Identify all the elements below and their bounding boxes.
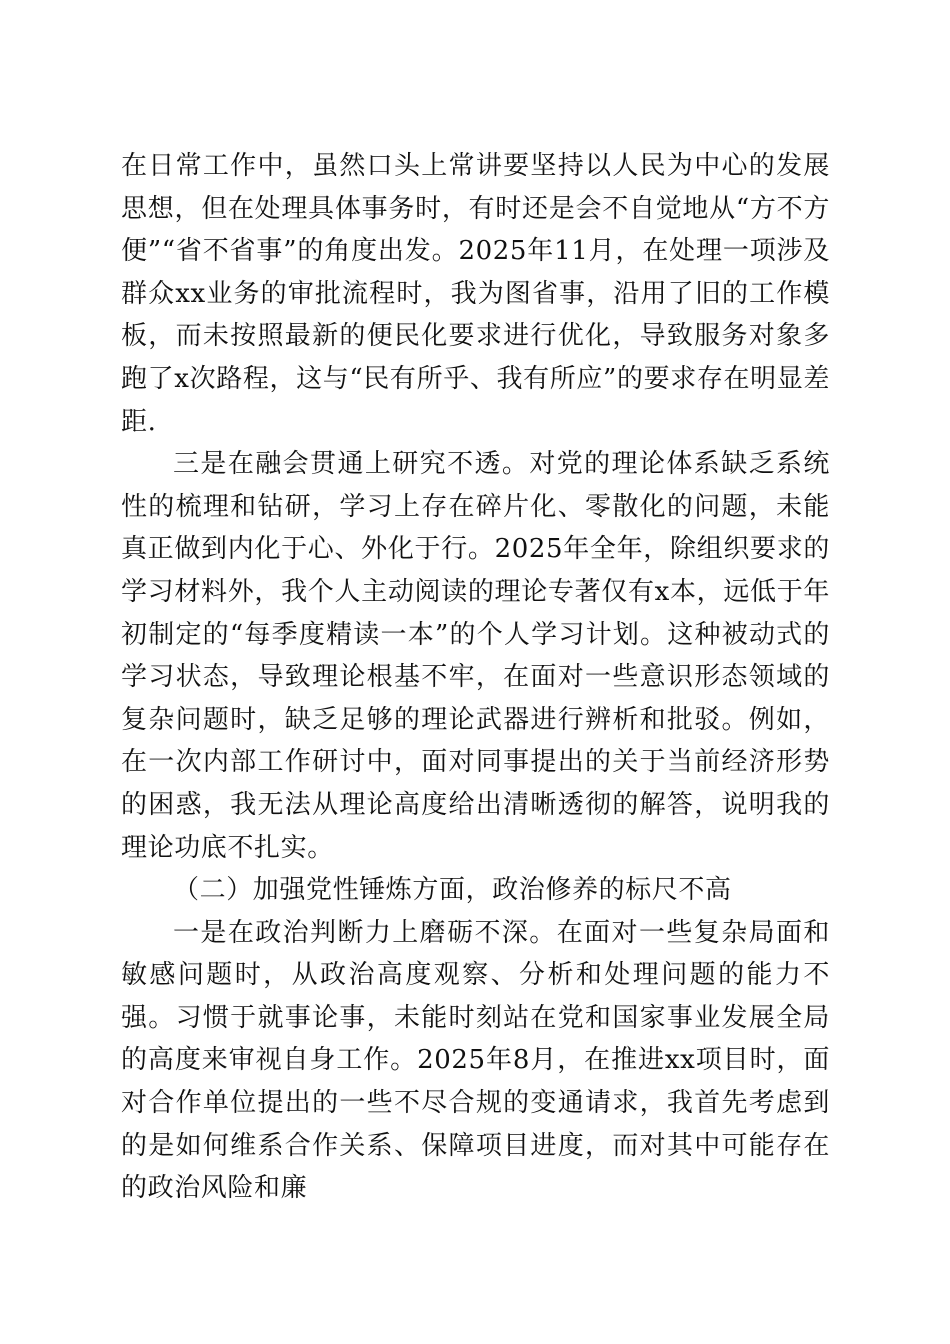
- paragraph-2: [121, 443, 830, 869]
- paragraph-3-body: 在面对一些复杂局面和敏感问题时，从政治高度观察、分析和处理问题的能力不强。习惯于就事论事，未能时刻站在党和国家事业发展全局的高度来审视自身工作。2025年8月，在推进xx项目时，面对合作单位提出的一些不尽合规的变通请求，我首先考虑到的是如何维系合作关系、保障项目进度，而对其中可能存在的政治风险和廉: [121, 917, 830, 1204]
- paragraph-1: 在日常工作中，虽然口头上常讲要坚持以人民为中心的发展思想，但在处理具体事务时，有时还是会不自觉地从“方不方便”“省不省事”的角度出发。2025年11月，在处理一项涉及群众xx业务的审批流程时，我为图省事，沿用了旧的工作模板，而未按照最新的便民化要求进行优化，导致服务对象多跑了x次路程，这与“民有所乎、我有所应”的要求存在明显差距.: [121, 151, 830, 437]
- section-heading: （二）加强党性锤炼方面，政治修养的标尺不高: [173, 875, 732, 906]
- paragraph-3: [121, 912, 830, 1210]
- document-body: [121, 145, 830, 1210]
- paragraph-3-lead: 一是在政治判断力上磨砺不深。: [173, 917, 557, 948]
- paragraph-2-lead: 三是在融会贯通上研究不透。: [173, 449, 530, 480]
- paragraph-2-body: 对党的理论体系缺乏系统性的梳理和钻研，学习上存在碎片化、零散化的问题，未能真正做到内化于心、外化于行。2025年全年，除组织要求的学习材料外，我个人主动阅读的理论专著仅有x本，远低于年初制定的“每季度精读一本”的个人学习计划。这种被动式的学习状态，导致理论根基不牢，在面对一些意识形态领域的复杂问题时，缺乏足够的理论武器进行辨析和批驳。例如，在一次内部工作研讨中，面对同事提出的关于当前经济形势的困惑，我无法从理论高度给出清晰透彻的解答，说明我的理论功底不扎实。: [121, 449, 830, 863]
